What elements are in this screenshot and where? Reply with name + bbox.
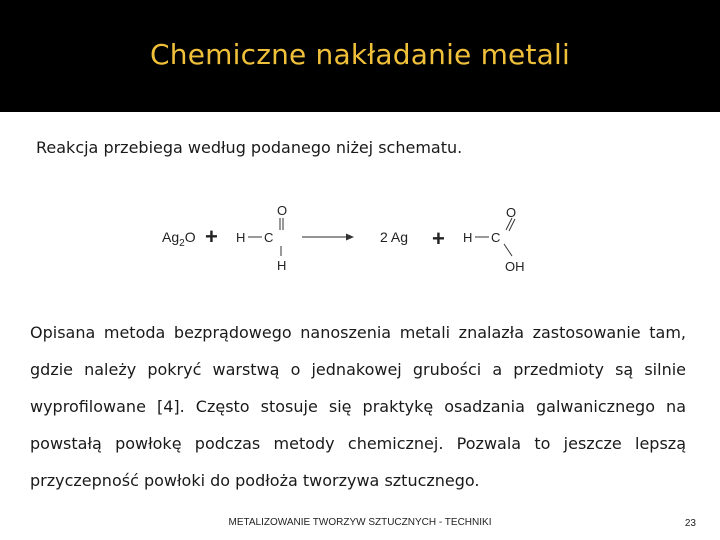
reaction-arrow [302, 234, 354, 241]
body-paragraph [30, 314, 686, 499]
aldehyde-c: C [264, 230, 274, 245]
body-line: gdzie należy pokryć warstwą o jednakowej grubości a przedmioty są silnie [30, 360, 686, 379]
acid-o: O [506, 205, 517, 220]
body-line: powstałą powłokę podczas metody chemicznej. Pozwala to jeszcze lepszą [30, 434, 686, 453]
acid-c: C [491, 230, 501, 245]
acid-h: H [463, 230, 473, 245]
plus-sign-2: + [432, 226, 445, 251]
reactant-ag2o: $Ag_2O$ [162, 229, 196, 249]
title-bar [0, 0, 720, 112]
page-number: 23 [684, 518, 696, 529]
acid-structure [463, 205, 525, 274]
acid-oh: OH [505, 259, 525, 274]
plus-sign-1: + [205, 224, 218, 249]
product-silver: 2 Ag [380, 229, 409, 245]
aldehyde-structure [236, 203, 287, 273]
aldehyde-h-bottom: H [277, 258, 287, 273]
aldehyde-h-left: H [236, 230, 246, 245]
body-line: przyczepność powłoki do podłoża tworzywa sztucznego. [30, 471, 480, 490]
slide-title: Chemiczne nakładanie metali [150, 38, 570, 71]
reaction-scheme [150, 196, 550, 278]
footer-text: METALIZOWANIE TWORZYW SZTUCZNYCH - TECHNIKI [228, 517, 492, 528]
body-line: wyprofilowane [4]. Często stosuje się praktykę osadzania galwanicznego na [30, 397, 686, 416]
intro-text: Reakcja przebiega według podanego niżej schematu. [36, 138, 463, 157]
body-line: Opisana metoda bezprądowego nanoszenia metali znalazła zastosowanie tam, [30, 323, 686, 342]
aldehyde-o: O [277, 203, 288, 218]
